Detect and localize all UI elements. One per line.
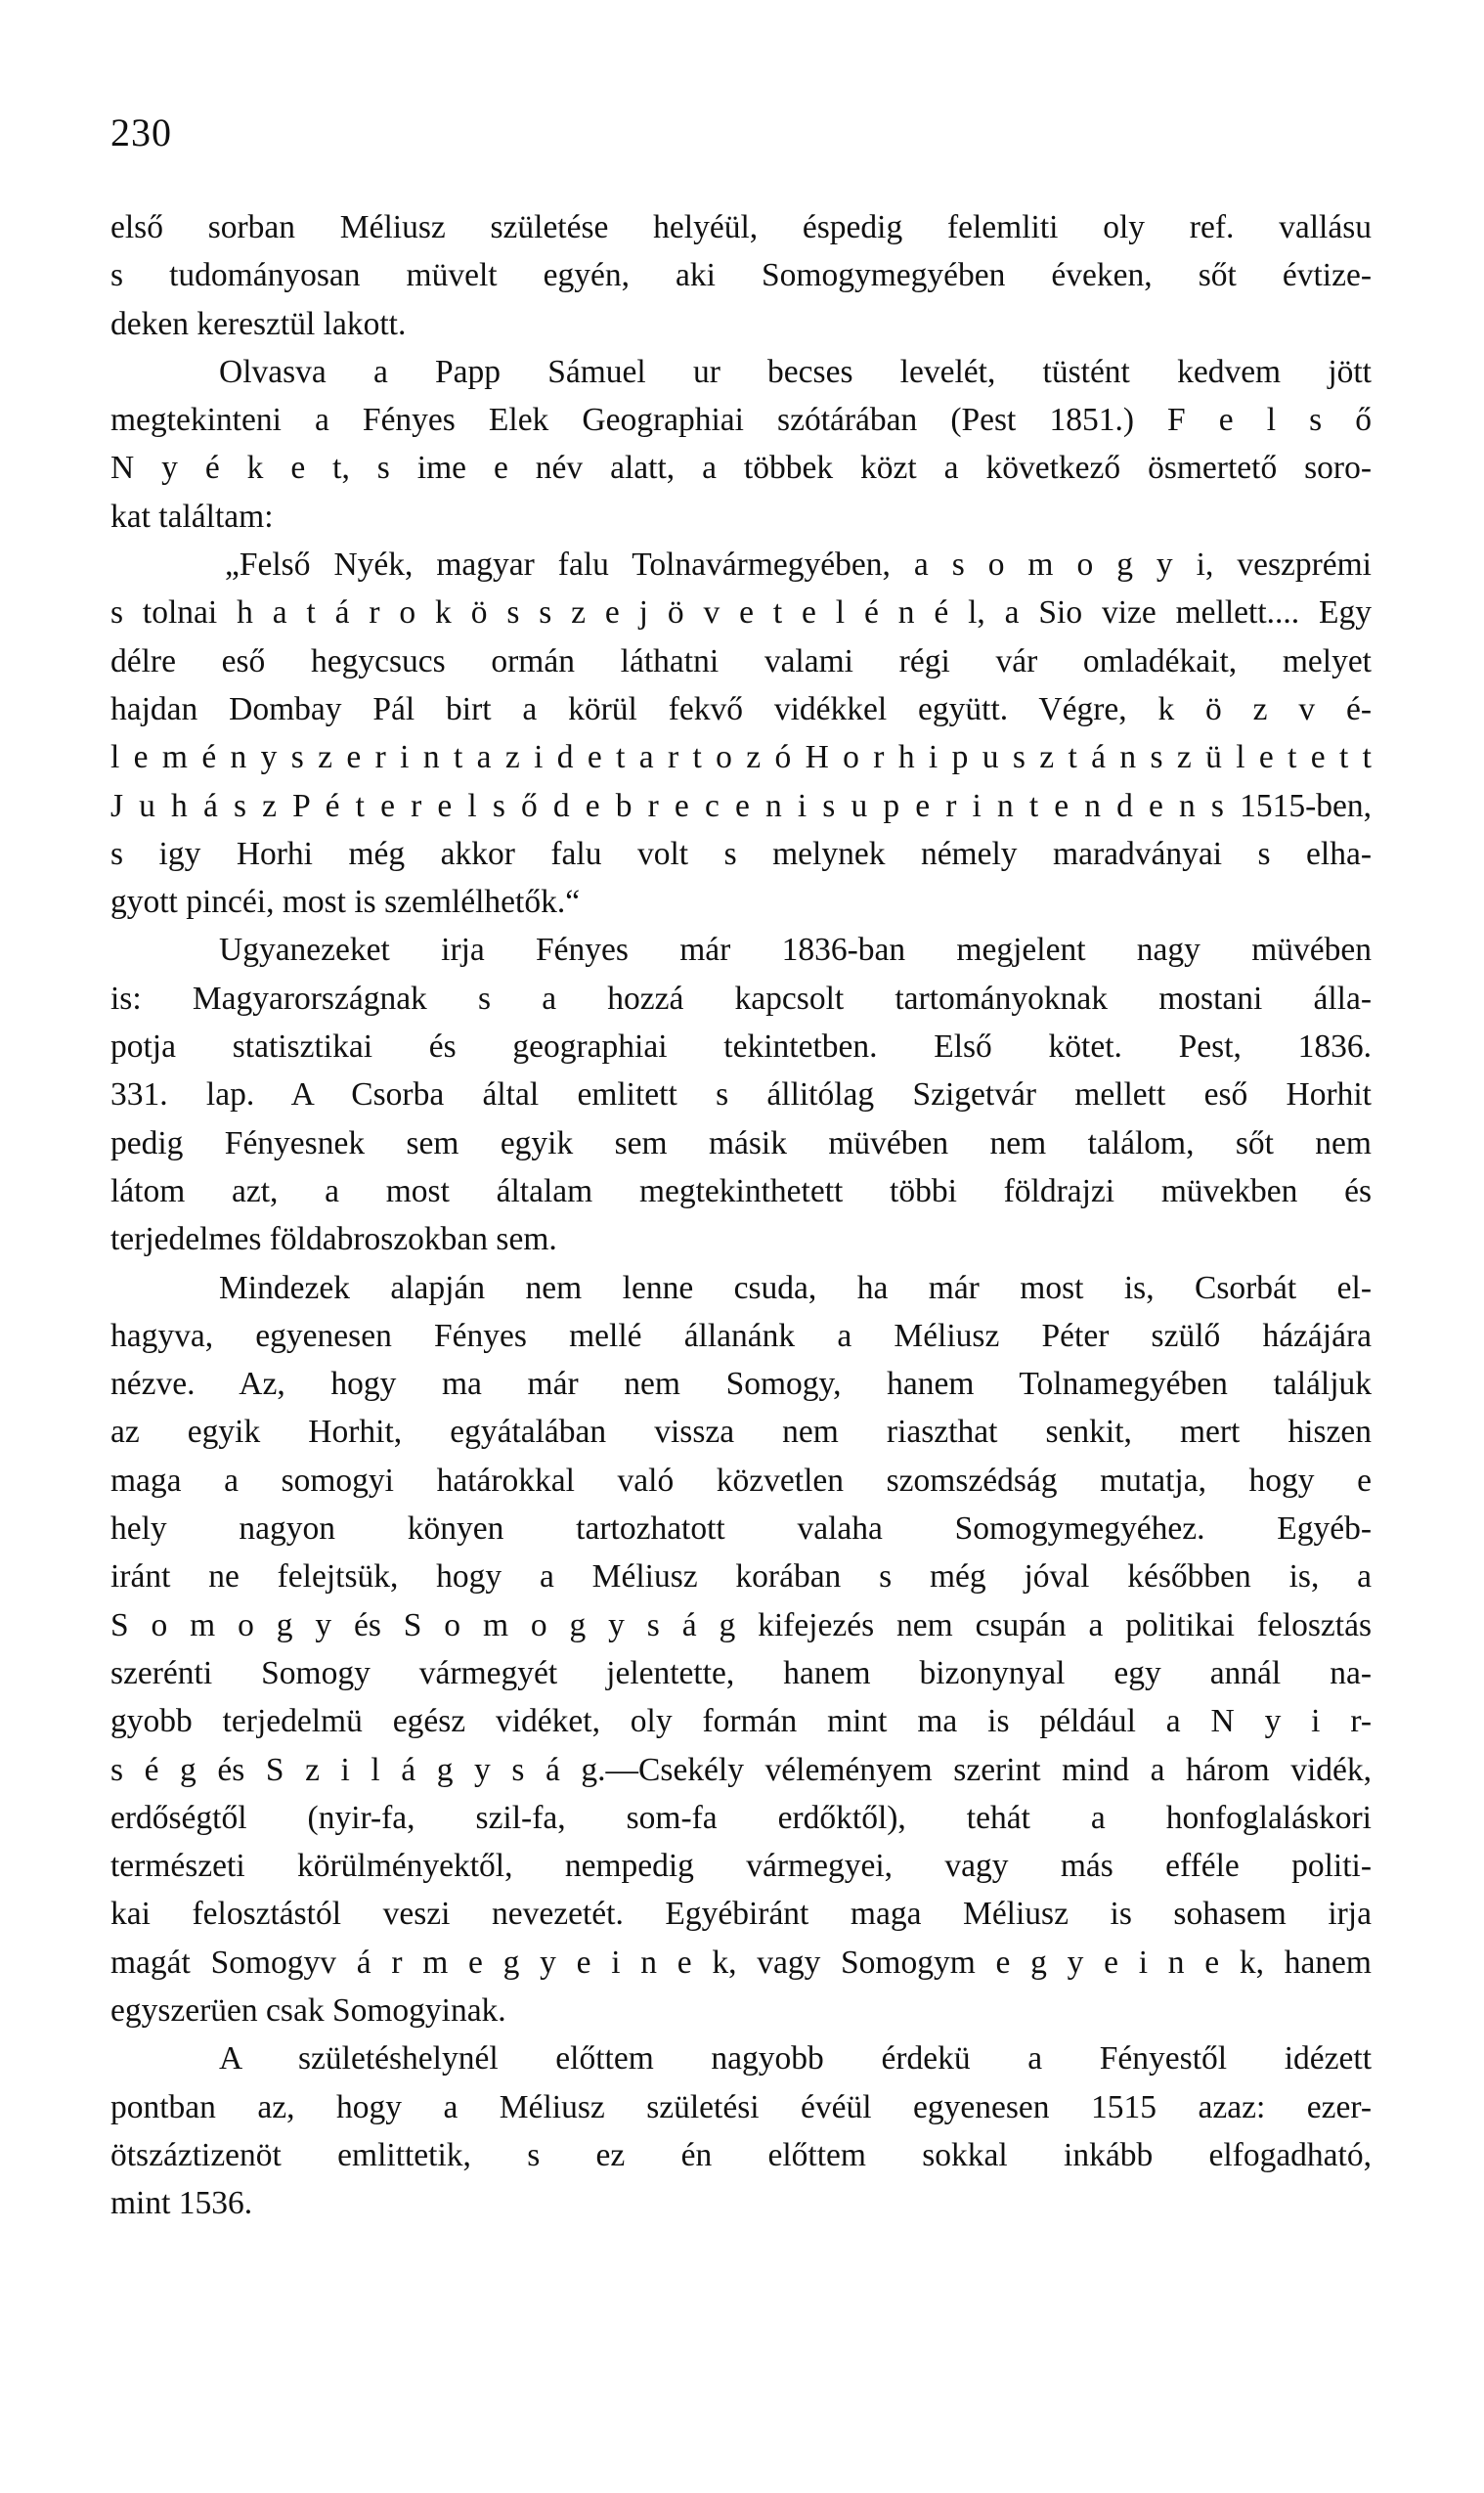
text-line: látom azt, a most általam megtekinthetett többi földrajzi müvekben és xyxy=(110,1172,1372,1209)
text-line: hely nagyon könyen tartozhatott valaha Somogymegyéhez. Egyéb- xyxy=(110,1510,1372,1548)
text-line: Ugyanezeket irja Fényes már 1836-ban megjelent nagy müvében xyxy=(219,932,1372,969)
text-line: gyobb terjedelmü egész vidéket, oly formán mint ma is például a N y i r- xyxy=(110,1703,1372,1740)
text-line: megtekinteni a Fényes Elek Geographiai szótárában (Pest 1851.) F e l s ő xyxy=(110,402,1372,439)
text-line: s tolnai h a t á r o k ö s s z e j ö v e t e l é n é l, a Sio vize mellett.... Egy xyxy=(110,594,1372,632)
text-line: pontban az, hogy a Méliusz születési évéül egyenesen 1515 azaz: ezer- xyxy=(110,2088,1372,2125)
text-line: mint 1536. xyxy=(110,2185,253,2222)
text-line: J u h á s z P é t e r e l s ő d e b r e c e n i s u p e r i n t e n d e n s 1515-ben, xyxy=(110,787,1372,824)
text-line: szerénti Somogy vármegyét jelentette, hanem bizonynyal egy annál na- xyxy=(110,1654,1372,1691)
text-line: Olvasva a Papp Sámuel ur becses levelét, tüstént kedvem jött xyxy=(219,353,1372,390)
text-line: deken keresztül lakott. xyxy=(110,305,407,342)
text-line: kai felosztástól veszi nevezetét. Egyébiránt maga Méliusz is sohasem irja xyxy=(110,1896,1372,1933)
page-number: 230 xyxy=(110,110,172,154)
text-line: ötszáztizenöt emlittetik, s ez én előttem sokkal inkább elfogadható, xyxy=(110,2136,1372,2173)
text-line: erdőségtől (nyir-fa, szil-fa, som-fa erdőktől), tehát a honfoglaláskori xyxy=(110,1799,1372,1836)
text-line: hagyva, egyenesen Fényes mellé állanánk a Méliusz Péter szülő házájára xyxy=(110,1317,1372,1354)
text-line: pedig Fényesnek sem egyik sem másik müvében nem találom, sőt nem xyxy=(110,1124,1372,1161)
text-line: s tudományosan müvelt egyén, aki Somogymegyében éveken, sőt évtize- xyxy=(110,257,1372,294)
text-line: Mindezek alapján nem lenne csuda, ha már most is, Csorbát el- xyxy=(219,1269,1372,1306)
text-line: l e m é n y s z e r i n t a z i d e t a r t o z ó H o r h i p u s z t á n s z ü l e t e t t xyxy=(110,739,1372,776)
text-line: 331. lap. A Csorba által emlitett s állitólag Szigetvár mellett eső Horhit xyxy=(110,1076,1372,1114)
text-line: hajdan Dombay Pál birt a körül fekvő vidékkel együtt. Végre, k ö z v é- xyxy=(110,690,1372,727)
text-line: s é g és S z i l á g y s á g.—Csekély véleményem szerint mind a három vidék, xyxy=(110,1751,1372,1788)
text-line: gyott pincéi, most is szemlélhetők.“ xyxy=(110,884,581,921)
text-line: terjedelmes földabroszokban sem. xyxy=(110,1221,557,1258)
text-line: „Felső Nyék, magyar falu Tolnavármegyében, a s o m o g y i, veszprémi xyxy=(225,547,1372,584)
text-line: maga a somogyi határokkal való közvetlen szomszédság mutatja, hogy e xyxy=(110,1462,1372,1499)
text-line: nézve. Az, hogy ma már nem Somogy, hanem Tolnamegyében találjuk xyxy=(110,1366,1372,1403)
text-line: első sorban Méliusz születése helyéül, éspedig felemliti oly ref. vallásu xyxy=(110,209,1372,245)
text-line: természeti körülményektől, nempedig vármegyei, vagy más efféle politi- xyxy=(110,1848,1372,1885)
text-line: az egyik Horhit, egyátalában vissza nem riaszthat senkit, mert hiszen xyxy=(110,1414,1372,1451)
text-line: délre eső hegycsucs ormán láthatni valami régi vár omladékait, melyet xyxy=(110,642,1372,679)
text-line: magát Somogyv á r m e g y e i n e k, vagy Somogym e g y e i n e k, hanem xyxy=(110,1944,1372,1981)
text-line: N y é k e t, s ime e név alatt, a többek közt a következő ösmertető soro- xyxy=(110,450,1372,487)
text-line: kat találtam: xyxy=(110,498,274,535)
body-text xyxy=(110,203,1372,2227)
text-line: egyszerüen csak Somogyinak. xyxy=(110,1991,506,2029)
text-line: S o m o g y és S o m o g y s á g kifejezés nem csupán a politikai felosztás xyxy=(110,1606,1372,1643)
text-line: A születéshelynél előttem nagyobb érdekü a Fényestől idézett xyxy=(219,2040,1372,2078)
text-line: s igy Horhi még akkor falu volt s melynek némely maradványai s elha- xyxy=(110,835,1372,872)
text-line: iránt ne felejtsük, hogy a Méliusz korában s még jóval későbben is, a xyxy=(110,1558,1372,1596)
text-line: potja statisztikai és geographiai tekintetben. Első kötet. Pest, 1836. xyxy=(110,1028,1372,1066)
text-line: is: Magyarországnak s a hozzá kapcsolt tartományoknak mostani álla- xyxy=(110,980,1372,1017)
